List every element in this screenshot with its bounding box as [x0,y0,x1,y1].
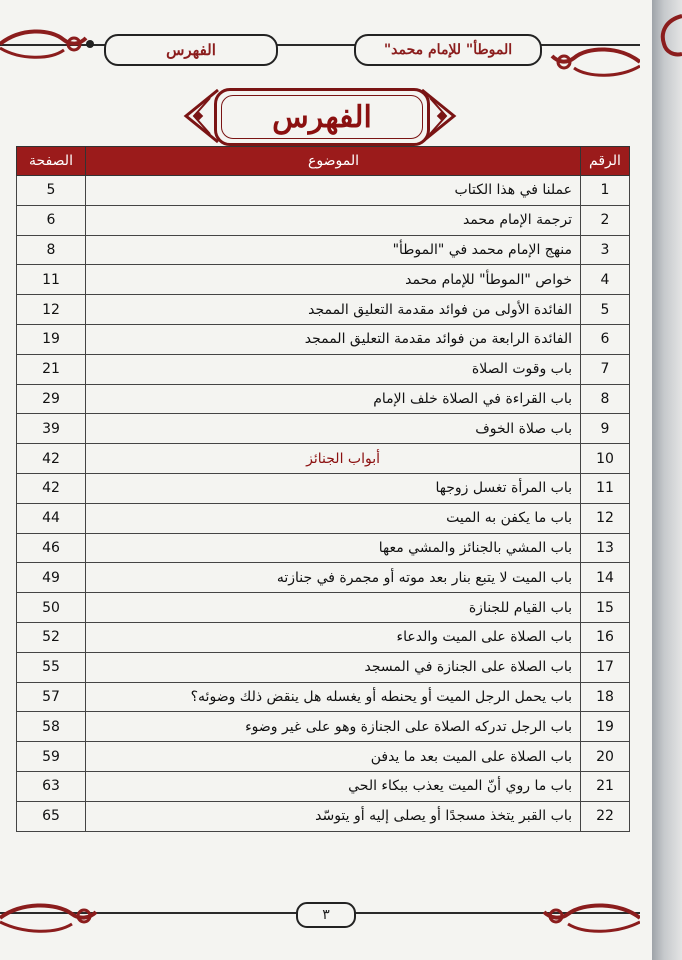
table-row [17,384,630,414]
row-page: 19 [17,324,86,354]
row-page: 50 [17,593,86,623]
row-topic: خواص "الموطأ" للإمام محمد [86,265,581,295]
title-frame [182,80,458,154]
header-ornament-right [548,42,640,82]
row-topic: باب وقوت الصلاة [86,354,581,384]
row-topic: باب ما يكفن به الميت [86,503,581,533]
row-number: 17 [581,652,630,682]
row-topic: باب يحمل الرجل الميت أو يحنطه أو يغسله هل ينقض ذلك وضوئه؟ [86,682,581,712]
row-number: 8 [581,384,630,414]
table-row [17,593,630,623]
table-row [17,295,630,325]
footer-ornament-left [0,896,110,936]
row-number: 15 [581,593,630,623]
row-topic: باب ما روي أنّ الميت يعذب ببكاء الحي [86,771,581,801]
table-row [17,235,630,265]
row-page: 42 [17,473,86,503]
header-ornament-left [0,26,100,62]
row-page: 65 [17,801,86,831]
title-box [214,88,430,146]
table-row [17,742,630,772]
row-page: 58 [17,712,86,742]
toc-table [16,146,630,832]
row-page: 63 [17,771,86,801]
row-number: 6 [581,324,630,354]
table-row [17,324,630,354]
row-page: 46 [17,533,86,563]
row-topic: باب الميت لا يتبع بنار بعد موته أو مجمرة في جنازته [86,563,581,593]
adjacent-page-edge [652,0,682,960]
row-number: 7 [581,354,630,384]
table-row [17,414,630,444]
row-number: 2 [581,205,630,235]
table-row [17,205,630,235]
table-row [17,682,630,712]
row-number: 11 [581,473,630,503]
row-number: 19 [581,712,630,742]
header-page: الصفحة [17,147,86,176]
table-row [17,503,630,533]
row-number: 12 [581,503,630,533]
row-number: 20 [581,742,630,772]
table-row [17,622,630,652]
row-topic: باب الصلاة على الميت بعد ما يدفن [86,742,581,772]
row-page: 55 [17,652,86,682]
row-number: 5 [581,295,630,325]
header-book-title: "الموطأ" للإمام محمد [354,34,542,66]
page-number: ٣ [296,902,356,928]
toc-header-row [17,147,630,176]
row-number: 18 [581,682,630,712]
row-page: 5 [17,176,86,206]
row-page: 6 [17,205,86,235]
footer-ornament-right [536,896,640,936]
row-page: 29 [17,384,86,414]
row-number: 21 [581,771,630,801]
table-row [17,354,630,384]
row-page: 12 [17,295,86,325]
table-row [17,265,630,295]
table-row [17,652,630,682]
row-number: 9 [581,414,630,444]
row-page: 8 [17,235,86,265]
row-page: 21 [17,354,86,384]
row-page: 39 [17,414,86,444]
row-topic: باب صلاة الخوف [86,414,581,444]
row-page: 57 [17,682,86,712]
row-number: 3 [581,235,630,265]
row-topic: باب الصلاة على الميت والدعاء [86,622,581,652]
table-row [17,801,630,831]
row-page: 59 [17,742,86,772]
table-row [17,473,630,503]
row-topic: باب الصلاة على الجنازة في المسجد [86,652,581,682]
row-page: 42 [17,444,86,474]
table-row [17,563,630,593]
edge-ornament-icon [656,10,682,62]
row-number: 14 [581,563,630,593]
row-section-heading: أبواب الجنائز [86,444,581,474]
header-topic: الموضوع [86,147,581,176]
table-row [17,176,630,206]
row-page: 44 [17,503,86,533]
row-number: 22 [581,801,630,831]
row-page: 49 [17,563,86,593]
header-number: الرقم [581,147,630,176]
row-page: 11 [17,265,86,295]
row-topic: ترجمة الإمام محمد [86,205,581,235]
table-row [17,771,630,801]
page-title: الفهرس [272,99,372,135]
table-row-section [17,444,630,474]
row-topic: الفائدة الأولى من فوائد مقدمة التعليق الممجد [86,295,581,325]
row-topic: باب القراءة في الصلاة خلف الإمام [86,384,581,414]
row-number: 16 [581,622,630,652]
row-number: 10 [581,444,630,474]
row-topic: عملنا في هذا الكتاب [86,176,581,206]
table-row [17,712,630,742]
row-page: 52 [17,622,86,652]
row-topic: باب الرجل تدركه الصلاة على الجنازة وهو على غير وضوء [86,712,581,742]
header-section-title: الفهرس [104,34,278,66]
row-topic: باب القيام للجنازة [86,593,581,623]
row-topic: باب المرأة تغسل زوجها [86,473,581,503]
row-topic: باب القبر يتخذ مسجدًا أو يصلى إليه أو يتوسّد [86,801,581,831]
row-number: 1 [581,176,630,206]
table-row [17,533,630,563]
row-topic: الفائدة الرابعة من فوائد مقدمة التعليق الممجد [86,324,581,354]
row-number: 4 [581,265,630,295]
row-number: 13 [581,533,630,563]
row-topic: باب المشي بالجنائز والمشي معها [86,533,581,563]
row-topic: منهج الإمام محمد في "الموطأ" [86,235,581,265]
